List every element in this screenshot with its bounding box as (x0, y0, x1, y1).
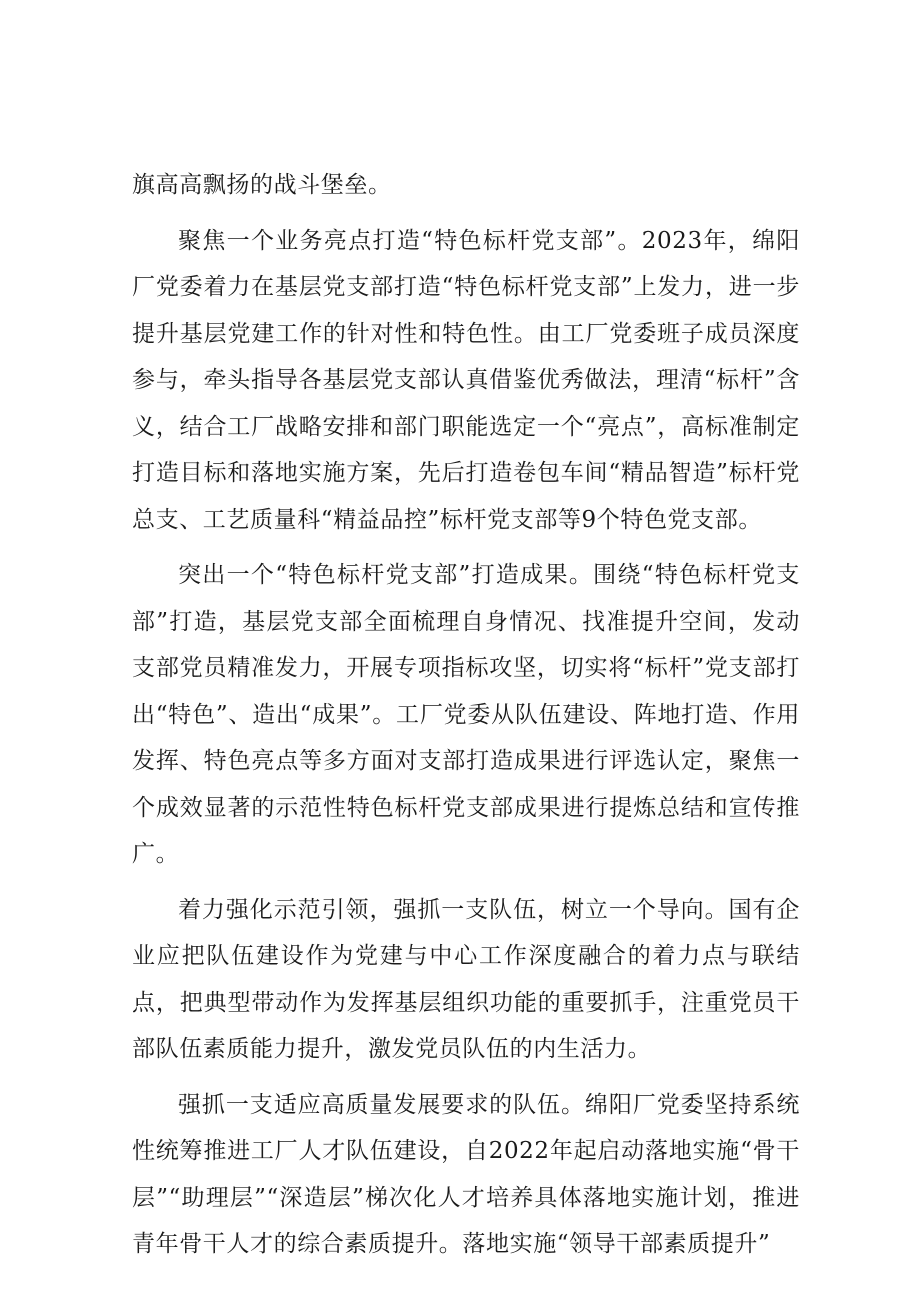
paragraph-branch-results: 突出一个“特色标杆党支部”打造成果。围绕“特色标杆党支部”打造，基层党支部全面梳理自身情况、找准提升空间，发动支部党员精准发力，开展专项指标攻坚，切实将“标杆”党支部打出“特色”、造出“成果”。工厂党委从队伍建设、阵地打造、作用发挥、特色亮点等多方面对支部打造成果进行评选认定，聚焦一个成效显著的示范性特色标杆党支部成果进行提炼总结和宣传推广。 (132, 562, 800, 867)
paragraph-talent-team: 强抓一支适应高质量发展要求的队伍。绵阳厂党委坚持系统性统筹推进工厂人才队伍建设，自2022年起启动落地实施“骨干层”“助理层”“深造层”梯次化人才培养具体落地实施计划，推进青年骨干人才的综合素质提升。落地实施“领导干部素质提升” (132, 1091, 800, 1257)
document-body (132, 162, 800, 1277)
paragraph-demonstration-guidance: 着力强化示范引领，强抓一支队伍，树立一个导向。国有企业应把队伍建设作为党建与中心工作深度融合的着力点与联结点，把典型带动作为发挥基层组织功能的重要抓手，注重党员干部队伍素质能力提升，激发党员队伍的内生活力。 (132, 896, 800, 1062)
paragraph-benchmark-branch: 聚焦一个业务亮点打造“特色标杆党支部”。2023年，绵阳厂党委着力在基层党支部打造“特色标杆党支部”上发力，进一步提升基层党建工作的针对性和特色性。由工厂党委班子成员深度参与，牵头指导各基层党支部认真借鉴优秀做法，理清“标杆”含义，结合工厂战略安排和部门职能选定一个“亮点”，高标准制定打造目标和落地实施方案，先后打造卷包车间“精品智造”标杆党总支、工艺质量科“精益品控”标杆党支部等9个特色党支部。 (132, 227, 800, 533)
paragraph-continued: 旗高高飘扬的战斗堡垒。 (132, 172, 392, 198)
